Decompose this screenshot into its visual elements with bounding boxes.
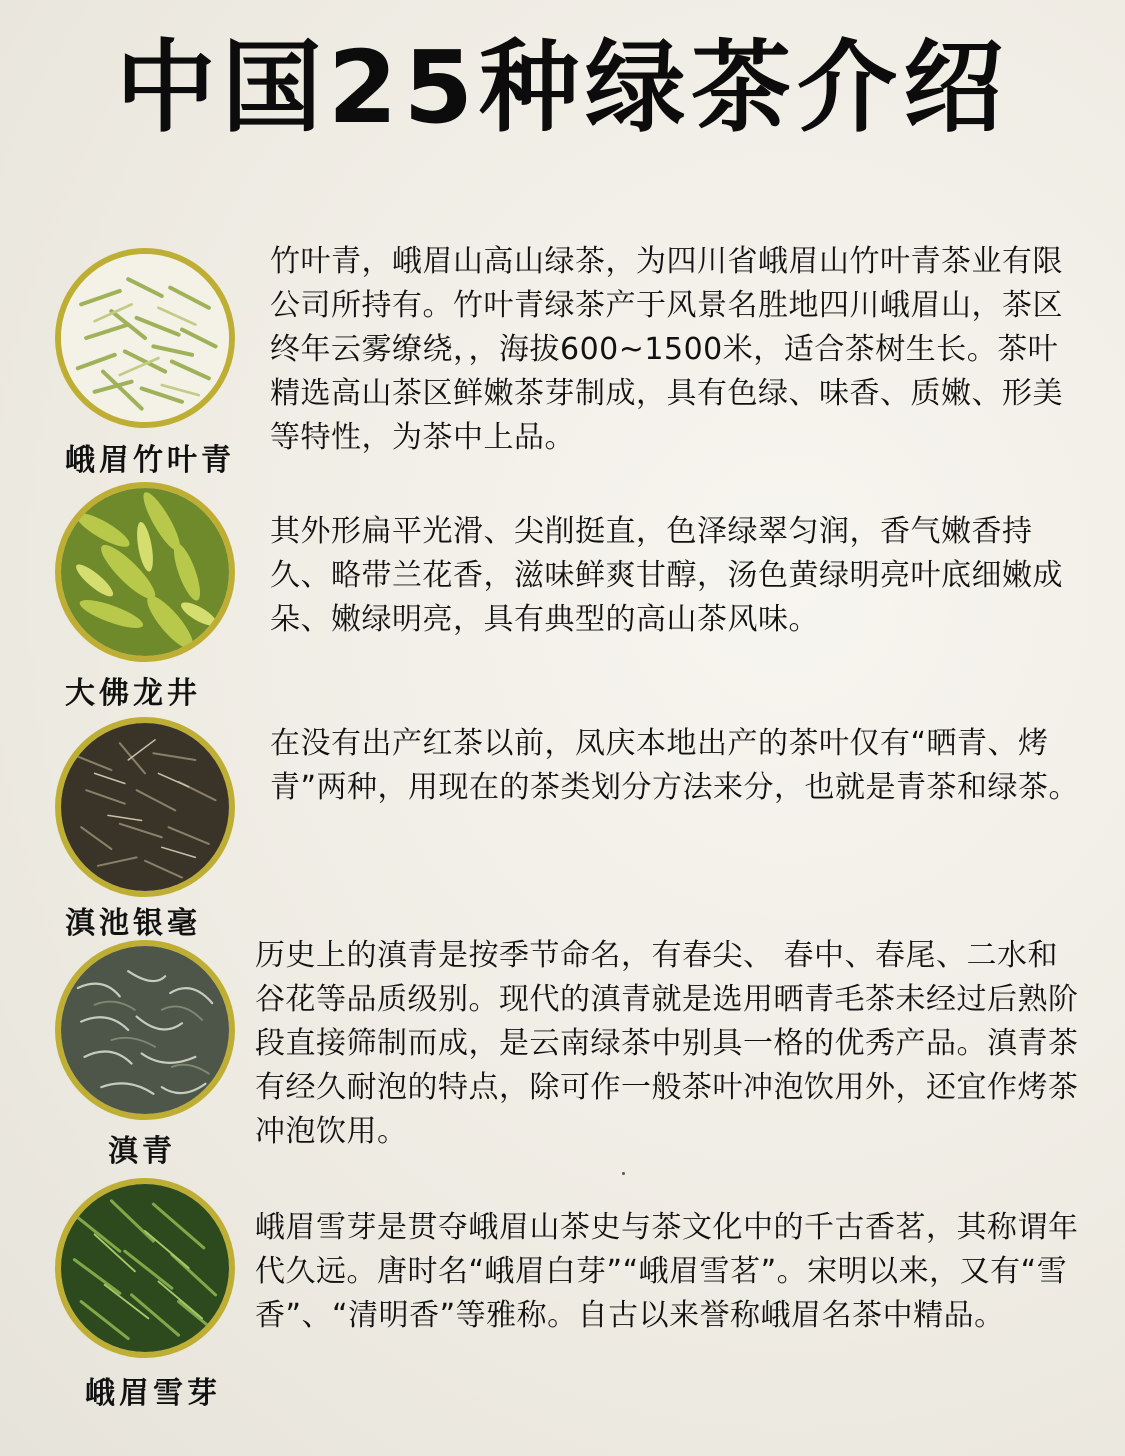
tea-desc-2: 其外形扁平光滑、尖削挺直，色泽绿翠匀润，香气嫩香持久、略带兰花香，滋味鲜爽甘醇，汤色黄绿明亮叶底细嫩成朵、嫩绿明亮，具有典型的高山茶风味。 <box>270 514 1063 637</box>
decorative-dot <box>622 1172 625 1175</box>
tea-name-1: 峨眉竹叶青 <box>65 443 235 478</box>
tea-desc-5: 峨眉雪芽是贯夺峨眉山茶史与茶文化中的千古香茗，其称谓年代久远。唐时名“峨眉白芽”“峨眉雪茗”。宋明以来，又有“雪香”、“清明香”等雅称。自古以来誉称峨眉名茶中精品。 <box>255 1210 1079 1333</box>
tea-image-3 <box>55 717 235 897</box>
tea-desc-4: 历史上的滇青是按季节命名，有春尖、 春中、春尾、二水和谷花等品质级别。现代的滇青就是选用晒青毛茶未经过后熟阶段直接筛制而成，是云南绿茶中别具一格的优秀产品。滇青茶有经久耐泡的特点，除可作一般茶叶冲泡饮用外，还宜作烤茶冲泡饮用。 <box>255 938 1079 1149</box>
tea-image-2 <box>55 482 235 662</box>
tea-leaves-dark-silver-icon <box>61 723 229 891</box>
tea-image-1 <box>55 248 235 428</box>
tea-leaves-deep-green-icon <box>61 1184 229 1352</box>
tea-leaves-flat-yellow-green-icon <box>61 488 229 656</box>
tea-desc-3: 在没有出产红茶以前，凤庆本地出产的茶叶仅有“晒青、烤青”两种，用现在的茶类划分方法来分，也就是青茶和绿茶。 <box>270 726 1080 805</box>
tea-desc-1: 竹叶青，峨眉山高山绿茶，为四川省峨眉山竹叶青茶业有限公司所持有。竹叶青绿茶产于风景名胜地四川峨眉山，茶区终年云雾缭绕，，海拔600~1500米，适合茶树生长。茶叶精选高山茶区鲜嫩茶芽制成，具有色绿、味香、质嫩、形美等特性，为茶中上品。 <box>270 244 1063 455</box>
tea-name-3: 滇池银毫 <box>65 906 201 941</box>
page-title: 中国25种绿茶介绍 <box>115 29 1010 146</box>
tea-image-5 <box>55 1178 235 1358</box>
tea-image-4 <box>55 940 235 1120</box>
tea-leaves-pale-green-icon <box>61 254 229 422</box>
tea-name-2: 大佛龙井 <box>65 676 201 711</box>
tea-leaves-silver-grey-icon <box>61 946 229 1114</box>
tea-name-5: 峨眉雪芽 <box>85 1376 221 1411</box>
tea-name-4: 滇青 <box>108 1134 176 1169</box>
